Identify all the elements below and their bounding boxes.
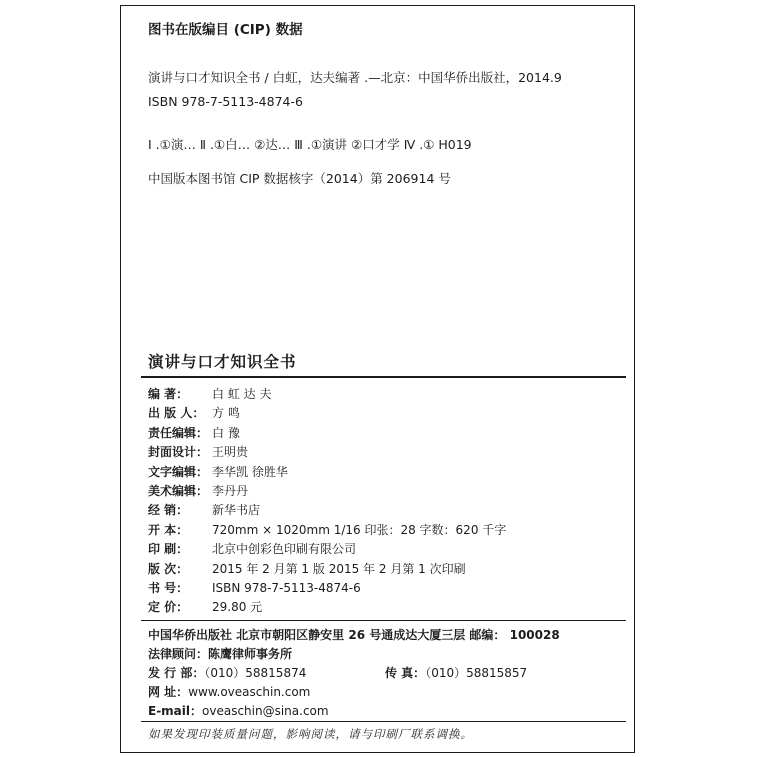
credit-label: 版 次：	[148, 561, 189, 576]
credit-value: ISBN 978-7-5113-4874-6	[212, 580, 361, 595]
credit-row-edition	[148, 560, 628, 579]
credit-label: 责任编辑：	[148, 425, 209, 440]
web-value: www.oveaschin.com	[188, 685, 311, 699]
credit-label: 开 本：	[148, 522, 189, 537]
credit-label: 印 刷：	[148, 542, 189, 557]
cip-heading: 图书在版编目 (CIP) 数据	[148, 22, 303, 38]
credit-value: 北京中创彩色印刷有限公司	[212, 542, 357, 557]
credit-label: 封面设计：	[148, 445, 209, 460]
credit-value: 29.80 元	[212, 600, 263, 615]
credit-label: 文字编辑：	[148, 464, 209, 479]
credit-value: 2015 年 2 月第 1 版 2015 年 2 月第 1 次印刷	[212, 561, 466, 576]
credit-value: 方 鸣	[212, 406, 240, 421]
legal-label: 法律顾问：	[148, 647, 209, 661]
credit-value: 720mm × 1020mm 1/16 印张：28 字数：620 千字	[212, 522, 507, 537]
credit-value: 王明贵	[212, 445, 249, 460]
email-label: E-mail：	[148, 704, 203, 718]
quality-notice: 如果发现印装质量问题，影响阅读，请与印刷厂联系调换。	[148, 727, 473, 741]
credit-row-author	[148, 385, 628, 404]
publisher-info	[148, 626, 628, 721]
credit-label: 书 号：	[148, 580, 189, 595]
web-row	[148, 683, 628, 702]
phone-value: （010）58815874	[204, 666, 307, 680]
legal-row	[148, 645, 628, 664]
title-divider	[141, 376, 626, 378]
phone-label: 发 行 部：	[148, 666, 205, 680]
credit-row-distributor	[148, 501, 628, 520]
credit-row-price	[148, 598, 628, 617]
email-row	[148, 702, 628, 721]
cip-line-record: 中国版本图书馆 CIP 数据核字（2014）第 206914 号	[148, 171, 451, 186]
cip-line-isbn: ISBN 978-7-5113-4874-6	[148, 94, 303, 109]
credit-label: 出 版 人：	[148, 406, 205, 421]
contact-row	[148, 664, 628, 683]
cip-line-title: 演讲与口才知识全书 / 白虹，达夫编著 .—北京：中国华侨出版社，2014.9	[148, 70, 562, 85]
credit-label: 编 著：	[148, 387, 189, 401]
notice-divider	[141, 721, 626, 722]
credit-row-art-editor	[148, 482, 628, 501]
fax-group	[385, 664, 527, 683]
credit-value: 白 豫	[212, 425, 240, 440]
credit-row-printer	[148, 540, 628, 559]
credit-row-isbn	[148, 579, 628, 598]
cip-line-classification: Ⅰ .①演… Ⅱ .①白… ②达… Ⅲ .①演讲 ②口才学 Ⅳ .① H019	[148, 137, 472, 152]
credit-value: 新华书店	[212, 503, 261, 518]
fax-label: 传 真：	[385, 666, 426, 680]
credit-value: 白 虹 达 夫	[212, 387, 272, 401]
credit-value: 李丹丹	[212, 483, 249, 498]
book-title: 演讲与口才知识全书	[148, 353, 297, 371]
legal-value: 陈鹰律师事务所	[208, 647, 293, 661]
credit-label: 定 价：	[148, 600, 189, 615]
credit-row-publisher	[148, 404, 628, 423]
copyright-page	[120, 5, 635, 753]
credit-row-editor	[148, 424, 628, 443]
credit-row-cover-design	[148, 443, 628, 462]
web-label: 网 址：	[148, 685, 189, 699]
credit-row-format	[148, 521, 628, 540]
publisher-address: 中国华侨出版社 北京市朝阳区静安里 26 号通成达大厦三层 邮编： 100028	[148, 628, 560, 642]
credit-row-text-editor	[148, 463, 628, 482]
credit-value: 李华凯 徐胜华	[212, 464, 288, 479]
credit-label: 美术编辑：	[148, 483, 209, 498]
fax-value: （010）58815857	[425, 666, 528, 680]
credit-label: 经 销：	[148, 503, 189, 518]
credits-list	[148, 385, 628, 618]
publisher-divider-top	[141, 620, 626, 621]
email-value: oveaschin@sina.com	[202, 704, 329, 718]
